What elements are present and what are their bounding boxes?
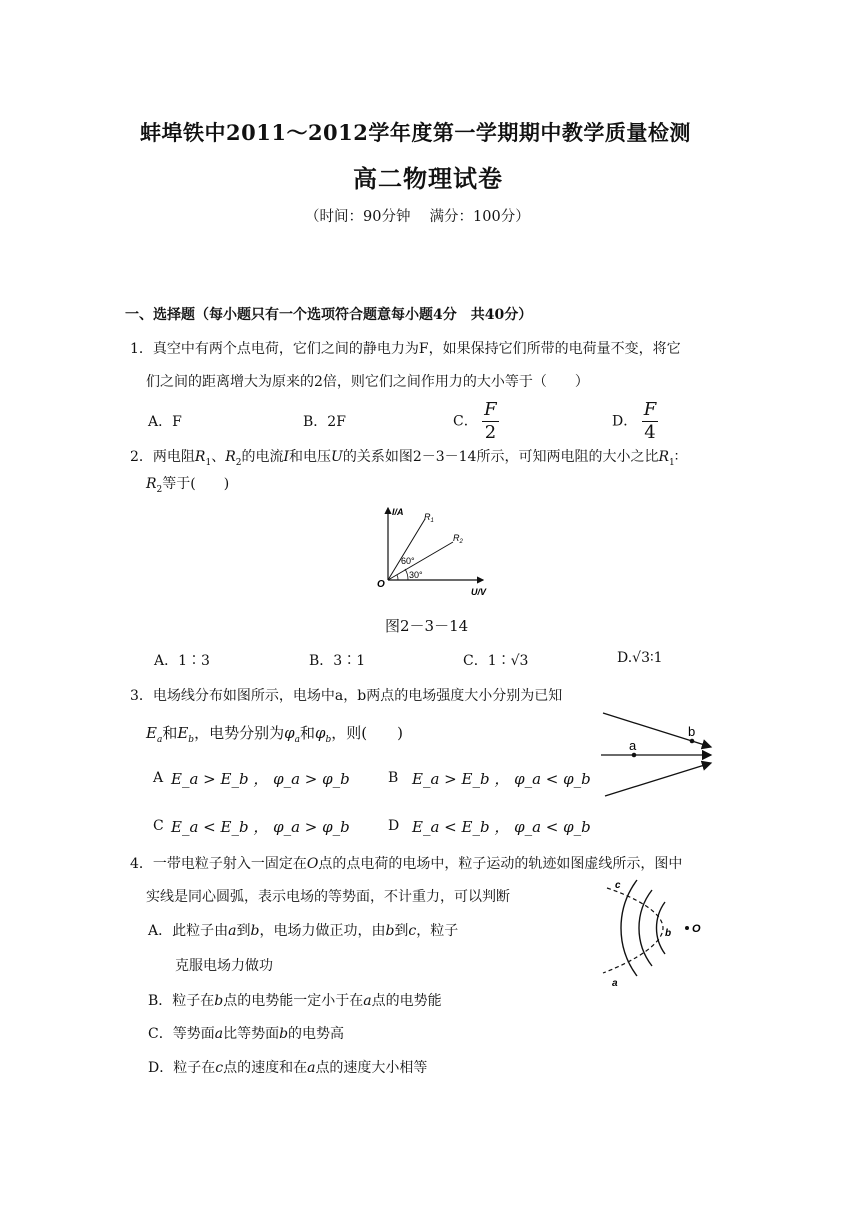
q4-a-2: 到 — [236, 923, 251, 939]
q3-text-d: ，则( ) — [331, 724, 403, 742]
section-heading: 一、选择题（每小题只有一个选项符合题意每小题4分 共40分） — [125, 307, 533, 323]
q3-phib: φ — [314, 724, 326, 742]
q2-option-b: B．3∶1 — [309, 653, 366, 669]
q3-option-b-label: B — [388, 770, 399, 786]
q4-o: O — [306, 856, 319, 872]
q2-iu-graph — [368, 505, 498, 605]
q3-option-d-label: D — [388, 818, 400, 834]
q3-label-a: a — [629, 738, 637, 753]
q2-y-label: I/A — [392, 507, 404, 517]
q3-ea: E — [146, 724, 157, 742]
q3-ea-sub: a — [156, 735, 163, 745]
q2-r2b: R — [146, 476, 157, 492]
q4-option-d — [148, 1057, 427, 1077]
q3-option-b-expr: E_a > E_b ， φ_a < φ_b — [412, 770, 591, 788]
q1-option-c-label: C． — [453, 413, 478, 430]
q2-option-d: D.√3∶1 — [617, 650, 663, 666]
q1-option-d — [612, 399, 658, 444]
q2-r2-label — [453, 533, 464, 545]
q2-u: U — [331, 449, 343, 465]
q4-d-c: c — [215, 1060, 224, 1076]
q1-line1: 1．真空中有两个点电荷，它们之间的静电力为F，如果保持它们所带的电荷量不变，将它 — [130, 341, 681, 357]
q3-option-a-expr: E_a > E_b ， φ_a > φ_b — [171, 770, 350, 788]
q4-d-a: a — [307, 1060, 316, 1076]
q3-and2: 和 — [299, 724, 315, 742]
q3-text-c: ，电势分别为 — [194, 724, 285, 742]
q3-eb-sub: b — [188, 735, 195, 745]
q4-arc-inner — [656, 902, 665, 954]
q4-d-2: 点的速度和在 — [223, 1060, 308, 1076]
q1-option-c-denominator: 2 — [484, 422, 497, 443]
q2-r2-label-sub: 2 — [459, 539, 463, 545]
exam-title: 蚌埠铁中2011～2012学年度第一学期期中教学质量检测 — [140, 120, 691, 145]
q2-line2 — [146, 473, 229, 495]
q2-arc-60 — [405, 569, 408, 580]
q2-option-a: A．1∶3 — [154, 653, 210, 669]
q2-r2-sub: 2 — [235, 457, 242, 468]
q2-figure-caption: 图2－3－14 — [385, 617, 469, 635]
q2-r2: R — [225, 449, 236, 465]
q2-sep: 、 — [211, 449, 226, 465]
q4-b-a: a — [363, 993, 372, 1009]
q4-label-a: a — [612, 978, 618, 989]
exam-subject: 高二物理试卷 — [353, 164, 503, 193]
q4-c-2: 比等势面 — [223, 1026, 280, 1042]
q2-angle-30: 30° — [409, 570, 423, 580]
q2-r1-label — [424, 512, 434, 524]
q4-c-b: b — [279, 1026, 289, 1042]
q3-line2 — [146, 722, 403, 745]
q2-line1 — [130, 446, 678, 468]
q4-b-2: 点的电势能一定小于在 — [223, 993, 364, 1009]
q2-r2b-sub: 2 — [156, 484, 163, 495]
q4-trajectory — [603, 888, 663, 973]
q2-text-c: 和电压 — [289, 449, 332, 465]
q4-a-c: c — [408, 923, 417, 939]
q4-b-1: B．粒子在 — [148, 993, 215, 1009]
q3-phia: φ — [284, 724, 295, 742]
q4-a-3: ，电场力做正功，由 — [259, 923, 386, 939]
q4-equipotential-figure — [597, 878, 717, 988]
q4-a-4: 到 — [394, 923, 409, 939]
q4-c-1: C．等势面 — [148, 1026, 215, 1042]
q3-and1: 和 — [162, 724, 178, 742]
q4-label-b: b — [665, 928, 672, 939]
q3-option-c-label: C — [153, 818, 164, 834]
q3-phia-sub: a — [294, 735, 300, 745]
exam-info: （时间：90分钟 满分：100分） — [305, 209, 530, 225]
q4-label-o: O — [692, 923, 701, 935]
q4-point-o — [685, 926, 689, 930]
q2-x-label: U/V — [471, 587, 487, 597]
q2-option-c: C．1∶√3 — [463, 653, 529, 669]
q3-line1: 3．电场线分布如图所示，电场中a，b两点的电场强度大小分别为已知 — [130, 688, 563, 704]
q3-field-line-bottom — [605, 763, 711, 796]
q2-r1: R — [194, 449, 206, 465]
q4-a-1: A．此粒子由 — [148, 923, 229, 939]
q1-option-c-numerator: F — [484, 399, 497, 420]
q1-option-c-fraction — [482, 399, 499, 444]
q4-a-b: b — [250, 923, 260, 939]
q2-i: I — [283, 449, 290, 465]
q1-option-a: A．F — [148, 414, 182, 430]
q1-option-c — [453, 399, 499, 444]
q1-option-b: B．2F — [303, 414, 346, 430]
q3-option-d-expr: E_a < E_b ， φ_a < φ_b — [412, 818, 591, 836]
q1-option-d-label: D． — [612, 413, 638, 430]
q1-option-d-denominator: 4 — [644, 422, 656, 443]
q4-c-3: 的电势高 — [288, 1026, 345, 1042]
q4-c-a: a — [214, 1026, 224, 1042]
q2-r2-label-r: R — [453, 533, 460, 543]
q4-a-5: ，粒子 — [416, 923, 459, 939]
q4-d-3: 点的速度大小相等 — [315, 1060, 428, 1076]
q2-origin-label: O — [377, 579, 385, 590]
q2-r1-label-sub: 1 — [430, 518, 434, 524]
q3-option-c-expr: E_a < E_b ， φ_a > φ_b — [171, 818, 350, 836]
q4-option-a-line2: 克服电场力做功 — [175, 958, 273, 974]
q1-option-d-numerator: F — [643, 399, 657, 420]
q3-label-b: b — [688, 724, 696, 739]
q4-a-b2: b — [385, 923, 395, 939]
q4-option-b — [148, 990, 442, 1010]
q2-text-b: 的电流 — [241, 449, 284, 465]
q2-ratio-sign: ∶ — [674, 449, 679, 465]
q2-r1b: R — [658, 449, 670, 465]
q1-option-d-fraction — [642, 399, 659, 444]
q4-line2: 实线是同心圆弧，表示电场的等势面，不计重力，可以判断 — [146, 889, 510, 905]
q4-option-c — [148, 1023, 344, 1043]
q3-point-b — [690, 739, 695, 744]
q1-line2: 们之间的距离增大为原来的2倍，则它们之间作用力的大小等于（ ） — [146, 374, 589, 390]
q4-d-1: D．粒子在 — [148, 1060, 216, 1076]
q2-text-a: 2．两电阻 — [130, 449, 195, 465]
q4-b-b: b — [214, 993, 224, 1009]
q4-option-a — [148, 920, 458, 940]
q2-r1-label-r: R — [424, 512, 431, 522]
q2-line2-text: 等于( ) — [162, 476, 230, 492]
q2-r1-sub: 1 — [205, 457, 212, 468]
q4-label-c: c — [615, 880, 621, 891]
q2-r1b-sub: 1 — [669, 457, 675, 468]
q3-eb: E — [177, 724, 189, 742]
q3-point-a — [632, 753, 637, 758]
q4-text-a: 4．一带电粒子射入一固定在 — [130, 856, 307, 872]
q2-angle-60: 60° — [401, 556, 415, 566]
q2-text-d: 的关系如图2－3－14所示，可知两电阻的大小之比 — [342, 449, 659, 465]
q3-field-lines — [598, 710, 718, 800]
q3-option-a-label: A — [153, 770, 164, 786]
q4-a-a: a — [228, 923, 237, 939]
q4-b-3: 点的电势能 — [371, 993, 442, 1009]
q4-line1 — [130, 853, 682, 873]
q4-text-b: 点的点电荷的电场中，粒子运动的轨迹如图虚线所示，图中 — [318, 856, 683, 872]
q3-phib-sub: b — [325, 735, 332, 745]
q2-arc-30 — [397, 575, 398, 580]
